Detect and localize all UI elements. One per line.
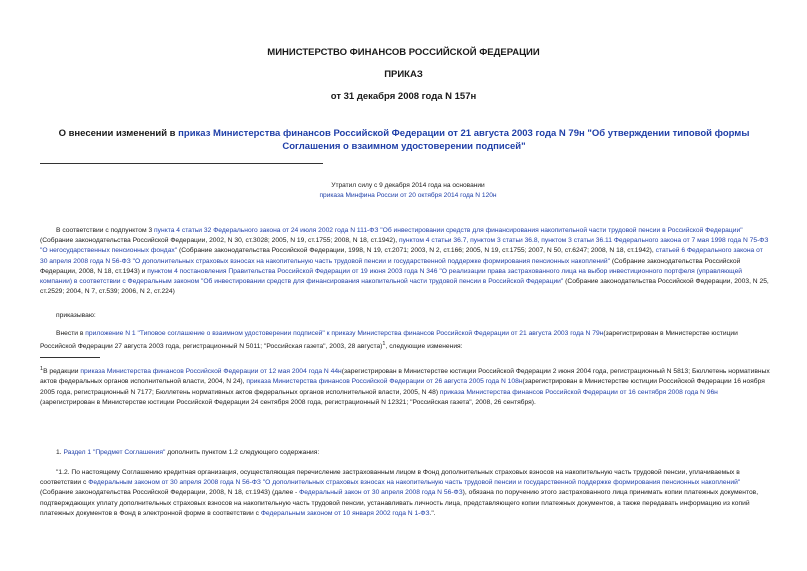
text-span: (зарегистрирован в Министерстве юстиции Российской Федерации 27 августа 2003 года, регистрационный N 5011; "Российская газета", 2003, 28 августа) [40, 330, 738, 351]
divider [40, 163, 323, 164]
footnote-number: 1 [40, 366, 44, 372]
order-link[interactable]: приказа Министерства финансов Российской Федерации от 12 мая 2004 года N 44н [80, 368, 342, 376]
law-link[interactable]: Федеральным законом от 30 апреля 2008 года N 56-ФЗ "О дополнительных страховых взносах на накопительную часть трудовой пенсии и государственной поддержке формирования пенсионных накоплений" [88, 479, 741, 487]
law-link[interactable]: пунктом 4 постановления Правительства Российской Федерации от 19 июня 2003 года N 346 "О реализации права застрахованного лица на выбор инвестиционного портфеля (управляющей компании) в соответствии с Федеральным законом "Об инвестировании средств для финансирования накопительной части трудовой пенсии в Российской Федерации" [40, 267, 743, 286]
document-subject [40, 127, 768, 153]
text-span: дополнить пунктом 1.2 следующего содержания: [165, 449, 320, 456]
text-span: (Собрание законодательства Российской Федерации, 2003, N 25, ст.2529; 2004, N 7, ст.539; 2006, N 2, ст.224) [40, 278, 769, 296]
order-link[interactable]: приказа Министерства финансов Российской Федерации от 16 сентября 2008 года N 96н [439, 388, 718, 396]
lost-force-text: Утратил силу с 9 декабря 2014 года на основании [331, 182, 485, 189]
text-span: В соответствии с подпунктом 3 [56, 227, 155, 234]
ministry-heading: МИНИСТЕРСТВО ФИНАНСОВ РОССИЙСКОЙ ФЕДЕРАЦИИ [267, 47, 540, 58]
document-type: ПРИКАЗ [384, 69, 423, 80]
law-link[interactable]: Федеральный закон от 30 апреля 2008 года N 56-ФЗ [299, 489, 463, 497]
preamble-paragraph [40, 226, 770, 297]
lost-force-note [290, 181, 526, 201]
text-span: , следующие изменения: [385, 343, 463, 351]
subject-prefix: О внесении изменений в [58, 128, 179, 139]
footnote-ref: 1 [382, 341, 386, 348]
item-1-2-paragraph [40, 468, 770, 519]
text-span: (Собрание законодательства Российской Федерации, 2008, N 18, ст.1943) (далее - [40, 489, 300, 497]
amendment-paragraph [40, 329, 770, 353]
text-span: (Собрание законодательства Российской Федерации, 1998, N 19, ст.2071; 2003, N 2, ст.166; 2005, N 19, ст.1755; 2007, N 50, ст.6247; 2008, N 18, ст.1942), [177, 247, 656, 255]
footnote-divider [40, 357, 100, 358]
law-link[interactable]: пункта 4 статьи 32 Федерального закона от 24 июля 2002 года N 111-ФЗ "Об инвестировании средств для финансирования накопительной части трудовой пенсии в Российской Федерации" [154, 227, 743, 234]
text-span: (Собрание законодательства Российской Федерации, 2008, N 18, ст.1943) и [40, 257, 741, 275]
footnote [40, 364, 770, 408]
law-link[interactable]: статьей 6 Федерального закона от 30 апреля 2008 года N 56-ФЗ "О дополнительных страховых взносах на накопительную часть трудовой пенсии и государственной поддержке формирования пенсионных накоплений" [40, 247, 763, 265]
text-span: (зарегистрирован в Министерстве юстиции Российской Федерации 16 ноября 2005 года, регистрационный N 7177; Бюллетень нормативных актов федеральных органов исполнительной власти, 2005, N 48) [40, 378, 765, 396]
item-1-paragraph [56, 448, 786, 458]
appendix-link[interactable]: приложение N 1 "Типовое соглашение о взаимном удостоверении подписей" к приказу Министерства финансов Российской Федерации от 21 августа 2003 года N 79н [85, 330, 604, 337]
order-word: приказываю: [56, 312, 96, 319]
law-link[interactable]: Федеральным законом от 10 января 2002 года N 1-ФЗ [260, 509, 430, 517]
text-span: В редакции [43, 368, 81, 376]
subject-link[interactable]: приказ Министерства финансов Российской Федерации от 21 августа 2003 года N 79н "Об утверждении типовой формы Соглашения о взаимном удостоверении подписей" [178, 128, 750, 152]
text-span: (Собрание законодательства Российской Федерации, 2002, N 30, ст.3028; 2005, N 19, ст.1755; 2008, N 18, ст.1942), [40, 237, 399, 245]
text-span: (зарегистрирован в Министерстве юстиции Российской Федерации 2 июня 2004 года, регистрационный N 5813; Бюллетень нормативных актов федеральных органов исполнительной власти, 2004, N 24), [40, 368, 770, 386]
text-span: ), обязана по поручению этого застрахованного лица принимать копии платежных документов, подтверждающих уплату дополнительных страховых взносов на накопительную часть трудовой пенсии, устанавливать личность лица, представляющего копии платежных документов, а также передавать информацию из копий платежных документов в Фонд в электронной форме в соответствии с [40, 489, 759, 517]
section-link[interactable]: Раздел 1 "Предмет Соглашения" [63, 449, 166, 456]
text-span: "1.2. По настоящему Соглашению кредитная организация, осуществляющая перечисление застрахованным лицом в Фонд дополнительных страховых взносов на накопительную часть трудовой пенсии, уплачиваемых в соответствии с [40, 469, 740, 487]
order-link[interactable]: приказа Министерства финансов Российской Федерации от 26 августа 2005 года N 108н [246, 378, 523, 386]
law-link[interactable]: пунктом 4 статьи 36.7, пунктом 3 статьи 36.8, пунктом 3 статьи 36.11 Федерального закона от 7 мая 1998 года N 75-ФЗ "О негосударственных пенсионных фондах" [40, 237, 769, 255]
document-date-number: от 31 декабря 2008 года N 157н [330, 91, 477, 102]
text-span: (зарегистрирован в Министерстве юстиции Российской Федерации 24 сентября 2008 года, регистрационный N 12321; "Российская газета", 2008, 26 сентября). [40, 398, 536, 406]
text-span: Внести в [56, 330, 86, 337]
lost-force-link[interactable]: приказа Минфина России от 20 октября 2014 года N 120н [319, 192, 497, 199]
text-span: .". [429, 509, 436, 517]
text-span: 1. [56, 449, 64, 456]
